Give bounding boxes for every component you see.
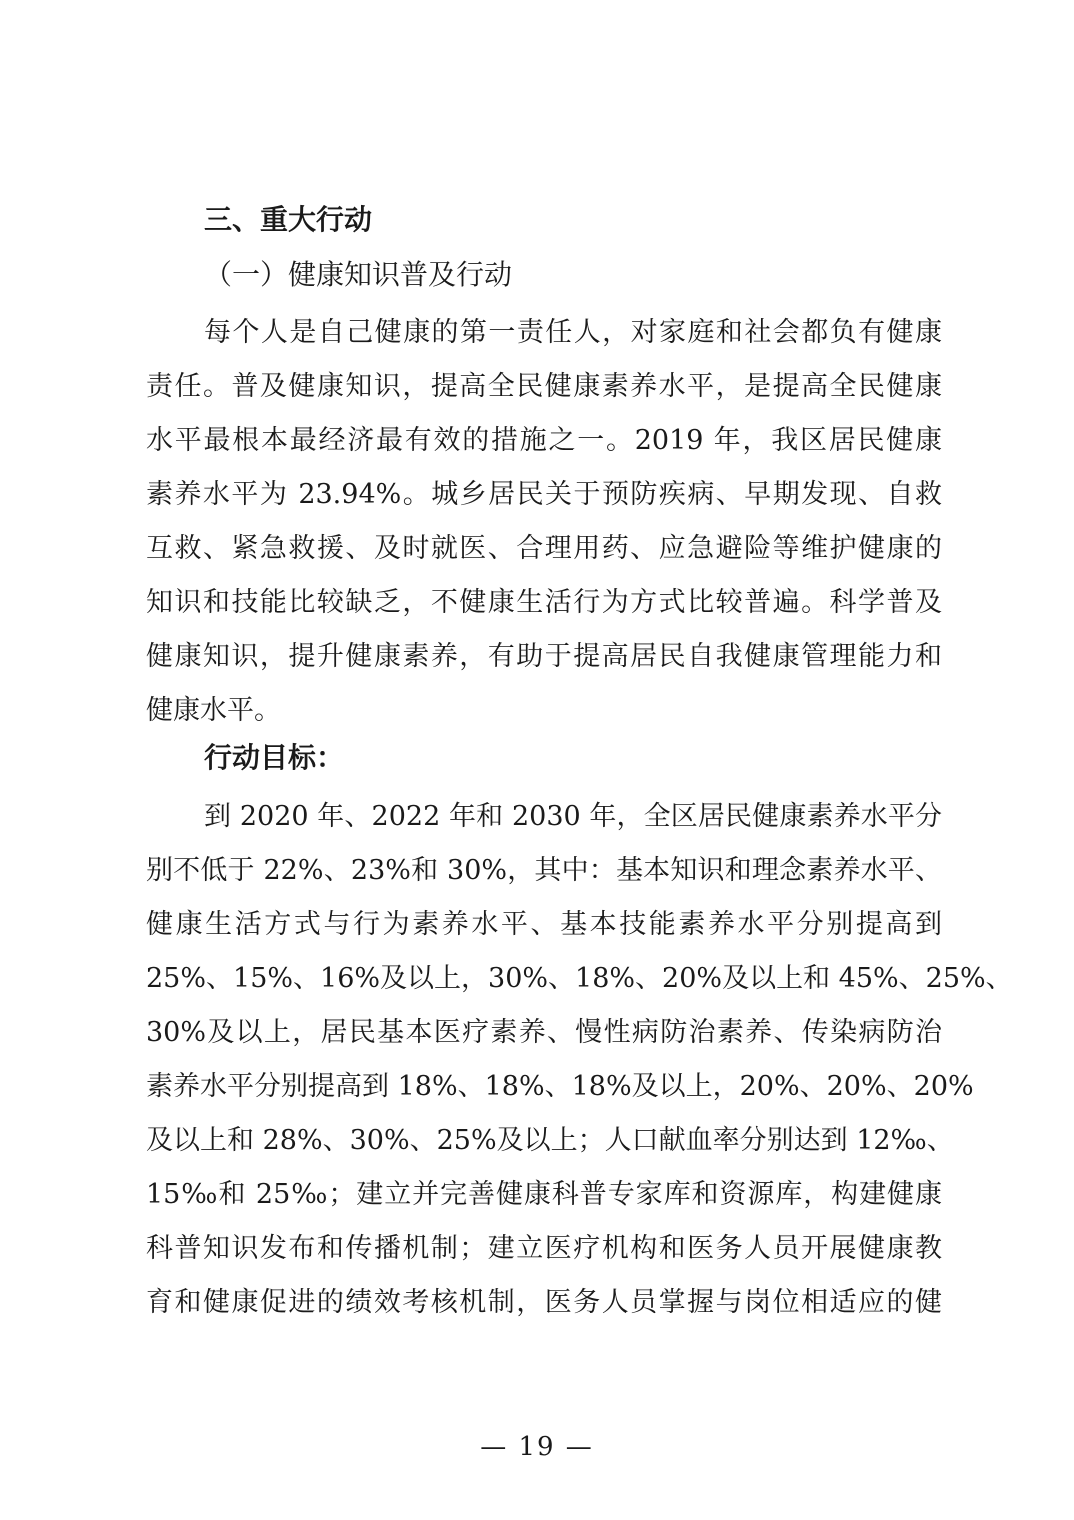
intro-paragraph xyxy=(146,306,942,738)
goals-paragraph xyxy=(146,790,1013,1330)
paragraph-line: 知识和技能比较缺乏，不健康生活行为方式比较普遍。科学普及 xyxy=(146,587,942,618)
paragraph-line: 30%及以上，居民基本医疗素养、慢性病防治素养、传染病防治 xyxy=(146,1017,942,1048)
paragraph-line: 每个人是自己健康的第一责任人，对家庭和社会都负有健康 xyxy=(204,317,942,348)
page-number: — 19 — xyxy=(480,1432,594,1462)
paragraph-line: 别不低于 22%、23%和 30%，其中：基本知识和理念素养水平、 xyxy=(146,855,942,886)
paragraph-line: 责任。普及健康知识，提高全民健康素养水平，是提高全民健康 xyxy=(146,371,942,402)
paragraph-line: 健康知识，提升健康素养，有助于提高居民自我健康管理能力和 xyxy=(146,641,942,672)
paragraph-line: 健康水平。 xyxy=(146,695,281,726)
paragraph-line: 及以上和 28%、30%、25%及以上；人口献血率分别达到 12‰、 xyxy=(146,1125,954,1156)
paragraph-line: 25%、15%、16%及以上，30%、18%、20%及以上和 45%、25%、 xyxy=(146,963,1013,994)
subsection-heading: （一）健康知识普及行动 xyxy=(204,258,513,291)
paragraph-line: 育和健康促进的绩效考核机制，医务人员掌握与岗位相适应的健 xyxy=(146,1287,942,1318)
paragraph-line: 健康生活方式与行为素养水平、基本技能素养水平分别提高到 xyxy=(146,909,942,940)
paragraph-line: 互救、紧急救援、及时就医、合理用药、应急避险等维护健康的 xyxy=(146,533,942,564)
goals-heading: 行动目标： xyxy=(204,741,345,774)
paragraph-line: 素养水平为 23.94%。城乡居民关于预防疾病、早期发现、自救 xyxy=(146,479,942,510)
paragraph-line: 科普知识发布和传播机制；建立医疗机构和医务人员开展健康教 xyxy=(146,1233,942,1264)
paragraph-line: 15‰和 25‰；建立并完善健康科普专家库和资源库，构建健康 xyxy=(146,1179,942,1210)
paragraph-line: 素养水平分别提高到 18%、18%、18%及以上，20%、20%、20% xyxy=(146,1071,974,1102)
section-heading: 三、重大行动 xyxy=(204,203,373,236)
paragraph-line: 水平最根本最经济最有效的措施之一。2019 年，我区居民健康 xyxy=(146,425,942,456)
paragraph-line: 到 2020 年、2022 年和 2030 年，全区居民健康素养水平分 xyxy=(204,801,942,832)
